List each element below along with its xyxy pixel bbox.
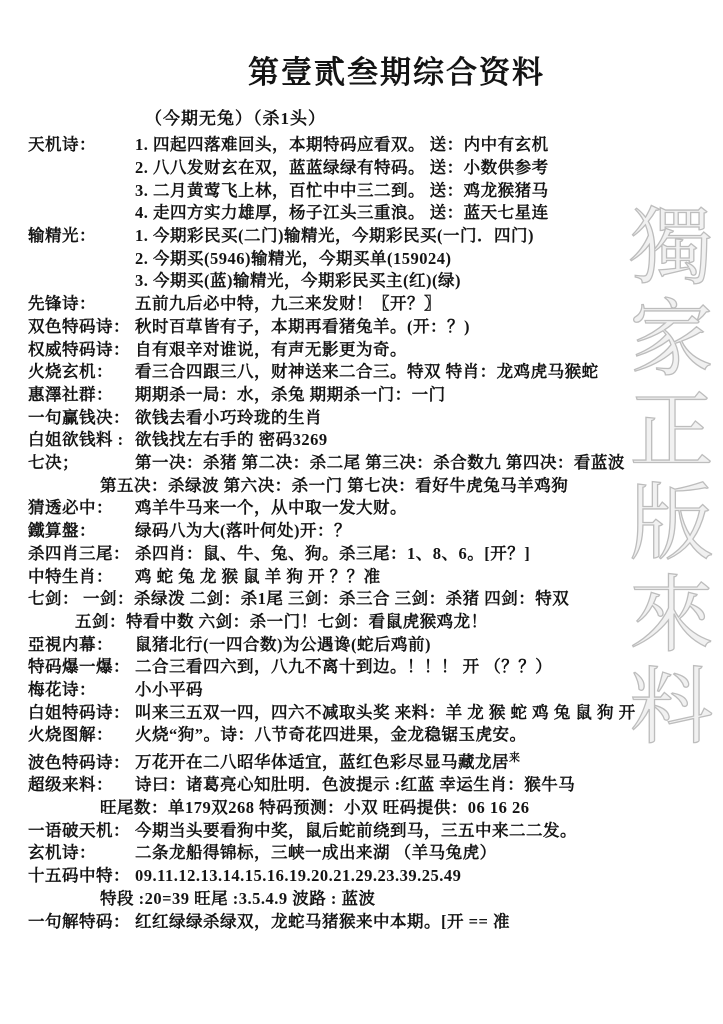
row-label: 白姐欲钱料 : (28, 430, 124, 450)
row-huoshao-tujie (0, 724, 723, 747)
row-label: 七剑： (28, 589, 79, 609)
row-label: 十五码中特： (28, 866, 130, 886)
row-text: 绿码八为大(落叶何处)开：？ (135, 521, 351, 541)
row-label: 一句赢钱决： (28, 407, 130, 427)
row-text: 二条龙船得锦标，三峡一成出来湖 （羊马兔虎） (135, 843, 497, 863)
page-subtitle: （今期无兔）（杀1头） (145, 109, 326, 129)
row-text: 特段 :20=39 旺尾 :3.5.4.9 波路 : 蓝波 (100, 888, 376, 908)
row-xuanjishi (0, 842, 723, 865)
row-shujingguang-line3 (0, 270, 723, 293)
row-text: 4. 走四方实力雄厚，杨子江头三重浪。 送：蓝天七星连 (135, 203, 549, 223)
row-text: 今期当头要看狗中奖，鼠后蛇前绕到马，三五中来二二发。 (135, 820, 577, 840)
row-label: 白姐特码诗： (28, 702, 130, 722)
row-label: 惠澤社群： (28, 384, 113, 404)
row-label: 特码爆一爆： (28, 657, 130, 677)
row-text: 红红绿绿杀绿双，龙蛇马猪猴来中本期。[开 == 准 (135, 911, 511, 931)
row-shiwuma-zhongte (0, 865, 723, 888)
row-label: 波色特码诗： (28, 752, 130, 772)
row-chaoji-lailiao (0, 774, 723, 797)
row-tianjishi (0, 134, 723, 157)
row-text: 五剑：特看中数 六剑：杀一门！七剑：看鼠虎猴鸡龙！ (75, 611, 488, 631)
row-shujingguang (0, 225, 723, 248)
row-text: 第一决：杀猪 第二决：杀二尾 第三决：杀合数九 第四决：看蓝波 (135, 453, 625, 473)
row-text: 鸡羊牛马来一个，从中取一发大财。 (135, 498, 407, 518)
row-label: 杀四肖三尾： (28, 543, 130, 563)
row-text: 二合三看四六到，八九不离十到边。！！！ 开 （？？） (135, 657, 553, 677)
row-text: 叫来三五双一四，四六不减取头奖 来料：羊 龙 猴 蛇 鸡 兔 鼠 狗 开 (135, 702, 636, 722)
row-label: 先锋诗： (28, 294, 96, 314)
row-label: 权威特码诗： (28, 339, 130, 359)
row-qijue (0, 452, 723, 475)
row-huize-shequn (0, 384, 723, 407)
row-text: 诗曰：诸葛亮心知肚明．色波提示 :红蓝 幸运生肖：猴牛马 (135, 775, 576, 795)
row-text: 五前九后必中特，九三来发财！〖开？〗 (135, 294, 441, 314)
row-label: 火烧图解： (28, 725, 113, 745)
row-label: 七决； (28, 453, 79, 473)
row-text: 3. 二月黄莺飞上林，百忙中中三二到。 送：鸡龙猴猪马 (135, 180, 549, 200)
row-chaoji-lailiao-line2 (0, 797, 723, 820)
row-label: 输精光： (28, 226, 96, 245)
row-text: 1. 四起四落难回头，本期特码应看双。 送：内中有玄机 (135, 135, 549, 155)
row-text: 鸡 蛇 兔 龙 猴 鼠 羊 狗 开 ？？准 (135, 566, 381, 586)
row-text: 一剑：杀绿泼 二剑：杀1尾 三剑：杀三合 三剑：杀猪 四剑：特双 (83, 589, 570, 609)
row-label: 中特生肖： (28, 566, 113, 586)
row-text: 2. 八八发财玄在双，蓝蓝绿绿有特码。 送：小数供参考 (135, 157, 549, 177)
row-text: 小小平码 (135, 680, 203, 700)
row-qijue-line2 (0, 475, 723, 498)
row-tema-baoyibao (0, 656, 723, 679)
row-huoshao-xuanji (0, 361, 723, 384)
row-text: 2. 今期买(5946)输精光，今期买单(159024) (135, 248, 452, 268)
document-body (0, 134, 723, 933)
row-text: 火烧“狗”。诗：八节奇花四进果，金龙稳锯玉虎安。 (135, 725, 527, 745)
row-text: 万花开在二八昭华体适宜，蓝红色彩尽显马藏龙居 (135, 752, 509, 772)
row-text: 秋时百草皆有子，本期再看猪兔羊。(开：？) (135, 316, 470, 336)
row-meihuashi (0, 679, 723, 702)
row-text: 看三合四跟三八，财神送来二合三。特双 特肖：龙鸡虎马猴蛇 (135, 362, 599, 382)
row-tianjishi-line3 (0, 180, 723, 203)
row-text: 杀四肖：鼠、牛、兔、狗。杀三尾：1、8、6。[开？] (135, 543, 531, 563)
row-text: 欲钱去看小巧玲珑的生肖 (135, 407, 322, 427)
watermark-calligraphy: 獨家正版來料 (616, 202, 714, 754)
row-tianjishi-line2 (0, 157, 723, 180)
row-baijie-temashi (0, 702, 723, 725)
row-yashi-neimu (0, 634, 723, 657)
row-label: 一句解特码： (28, 911, 130, 931)
row-label: 超级来料： (28, 775, 113, 795)
row-text: 09.11.12.13.14.15.16.19.20.21.29.23.39.25.49 (135, 866, 462, 886)
row-text: 1. 今期彩民买(二门)输精光，今期彩民买(一门．四门) (135, 226, 534, 245)
row-label: 玄机诗： (28, 843, 96, 863)
row-yiju-yingqianjue (0, 407, 723, 430)
row-label: 天机诗： (28, 135, 96, 155)
row-text: 欲钱找左右手的 密码3269 (135, 430, 328, 450)
row-shuangse-temashi (0, 316, 723, 339)
row-label: 鐵算盤： (28, 521, 96, 541)
row-label: 一语破天机： (28, 820, 130, 840)
row-qijian-line2 (0, 611, 723, 634)
row-yiju-jietema (0, 911, 723, 934)
row-bose-temashi (0, 747, 723, 774)
row-label: 双色特码诗： (28, 316, 130, 336)
row-tiesuanpan (0, 520, 723, 543)
row-label: 猜透必中： (28, 498, 113, 518)
row-text: 第五决：杀绿波 第六决：杀一门 第七决：看好牛虎兔马羊鸡狗 (100, 475, 569, 495)
row-shiwuma-zhongte-line2 (0, 888, 723, 911)
row-zhongte-shengxiao (0, 566, 723, 589)
row-sha-sixiao-sanwei (0, 543, 723, 566)
row-superscript: 来 (509, 752, 521, 765)
row-text: 期期杀一局：水，杀兔 期期杀一门：一门 (135, 384, 446, 404)
row-text: 自有艰辛对谁说，有声无影更为奇。 (135, 339, 407, 359)
row-tianjishi-line4 (0, 202, 723, 225)
row-shujingguang-line2 (0, 248, 723, 271)
row-label: 亞視内幕： (28, 634, 113, 654)
row-baijie-yuqianliao (0, 429, 723, 452)
row-text: 鼠猪北行(一四合数)为公遇谗(蛇后鸡前) (135, 634, 431, 654)
row-xianfengshi (0, 293, 723, 316)
row-caitou-bizhong (0, 497, 723, 520)
row-label: 梅花诗： (28, 680, 96, 700)
row-yiyu-potianji (0, 820, 723, 843)
row-text: 旺尾数：单179双268 特码预测：小双 旺码提供：06 16 26 (100, 798, 530, 818)
row-quanwei-temashi (0, 339, 723, 362)
row-text: 3. 今期买(蓝)输精光，今期彩民买主(红)(绿) (135, 271, 461, 291)
page-title: 第壹贰叁期综合资料 (248, 55, 545, 90)
row-qijian (0, 588, 723, 611)
row-label: 火烧玄机： (28, 362, 113, 382)
